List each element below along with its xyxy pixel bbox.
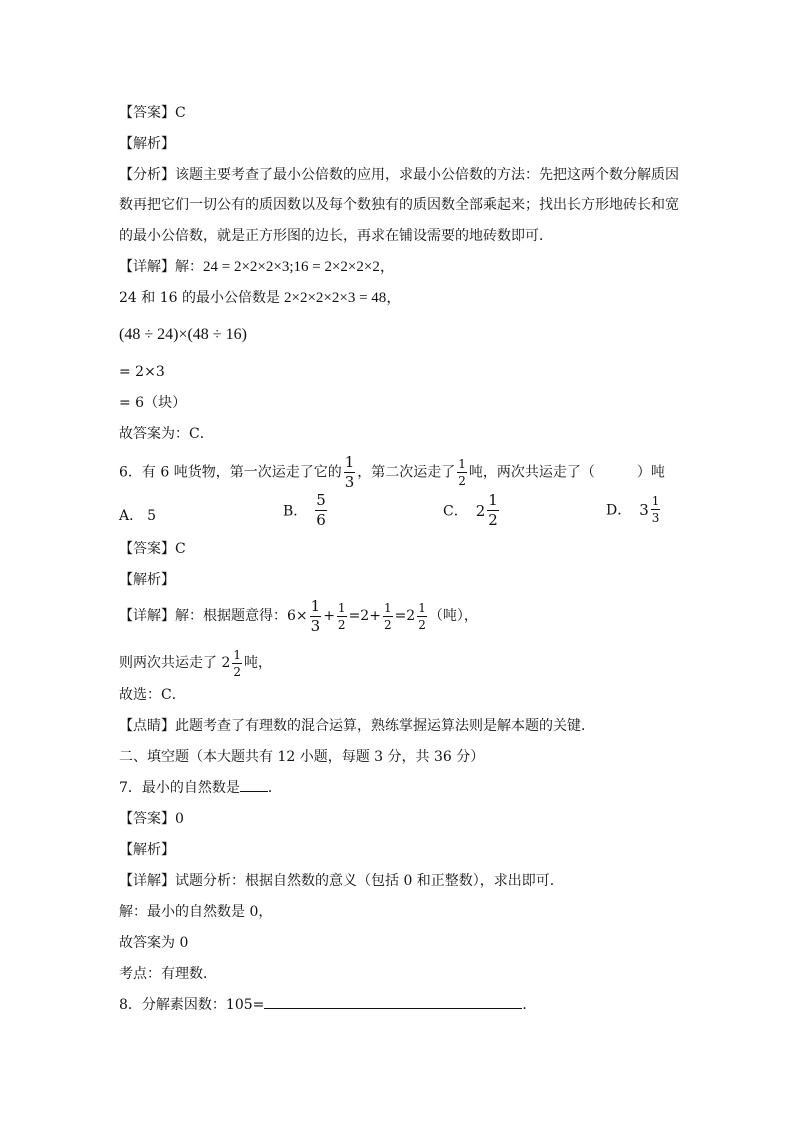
q7-analysis-label: 【解析】 [119,842,175,858]
analysis-label: 【解析】 [119,136,175,152]
q6-detail-label: 【详解】解：根据题意得：6× [119,608,308,624]
q7-topic: 考点：有理数． [119,966,217,982]
q6-detail-frac-2 [337,602,347,631]
lcm-text: 24 和 16 的最小公倍数是 [119,290,280,306]
q6-f1-den: 3 [344,473,355,491]
q6-detail-unit: （吨）， [428,608,478,624]
q7-stem: 7．最小的自然数是 [119,780,240,796]
option-b-num: 5 [316,491,326,509]
answer-label: 【答案】C [119,105,186,121]
option-d [606,495,662,524]
option-c-label: C． [443,503,468,520]
q6-detail [119,597,478,635]
option-a [119,505,156,525]
option-c [443,493,501,528]
question-8-stem [119,995,536,1015]
q7-stem-end: ． [267,780,282,796]
q6-stem-a: 6．有 6 吨货物，第一次运走了它的 [119,464,342,481]
analysis-text-line-1: 【分析】该题主要考查了最小公倍数的应用，求最小公倍数的方法：先把这两个数分解质因 [119,167,679,183]
q6-result-frac [232,649,242,678]
q6-detail-frac-3 [383,602,393,631]
lcm-math: 2×2×2×2×3 = 48， [283,290,402,306]
q8-stem-end: ． [522,997,537,1013]
q6-detail-f4-num: 1 [418,600,426,615]
q6-result-den: 2 [233,664,241,679]
q8-answer-blank [264,996,522,1009]
q7-solution: 解：最小的自然数是 0， [119,904,273,920]
step-2: = 6（块） [119,395,187,411]
q6-f1-num: 1 [344,453,355,471]
option-d-label: D． [606,502,632,519]
option-c-fraction [487,493,499,528]
analysis-text-line-3: 的最小公倍数，就是正方形图的边长，再求在铺设需要的地砖数即可． [119,228,553,244]
q6-fraction-2 [457,458,467,487]
q6-result [119,646,272,680]
detail-label: 【详解】解： [119,259,203,275]
q6-detail-frac-1 [310,596,322,635]
option-d-den: 3 [651,511,660,525]
question-6-stem [119,455,665,490]
q6-detail-f1-den: 3 [310,616,321,635]
q6-f2-num: 1 [458,457,466,471]
q6-result-num: 1 [233,647,241,662]
q6-detail-plus: + [323,608,335,624]
q6-detail-f2-den: 2 [337,617,346,632]
option-a-value: 5 [147,508,157,524]
q6-detail-eq: =2+ [348,608,381,624]
option-b-fraction [315,493,327,528]
q6-stem-c: 吨，两次共运走了（ ）吨 [468,464,665,481]
q6-answer: 【答案】C [119,541,186,557]
q6-detail-f1-num: 1 [310,596,321,615]
option-c-whole: 2 [475,501,486,520]
q6-detail-f2-num: 1 [337,600,346,615]
option-d-fraction [651,495,661,524]
q6-f2-den: 2 [458,474,466,488]
option-b-label: B． [283,503,308,520]
conclusion-5: 故答案为：C． [119,426,214,442]
question-7-stem [119,778,282,798]
option-c-num: 1 [488,491,498,509]
q7-answer: 【答案】0 [119,811,184,827]
lcm-line [119,288,401,308]
section-2-heading: 二、填空题（本大题共有 12 小题，每题 3 分，共 36 分） [119,749,485,765]
q7-answer-blank [240,779,268,792]
q6-detail-frac-4 [417,602,427,631]
analysis-text-line-2: 数再把它们一切公有的质因数以及每个数独有的质因数全部乘起来；找出长方形地砖长和宽 [119,197,679,213]
factorization-math: 24 = 2×2×2×3;16 = 2×2×2×2， [203,259,395,275]
q7-conclusion: 故答案为 0 [119,935,189,951]
expression: (48 ÷ 24)×(48 ÷ 16) [119,326,247,343]
option-d-num: 1 [651,494,660,508]
option-b-den: 6 [316,511,326,529]
option-b [283,493,329,528]
q6-tip: 【点睛】此题考查了有理数的混合运算，熟练掌握运算法则是解本题的关键． [119,718,595,734]
detail-line [119,257,395,277]
q6-detail-f3-den: 2 [383,617,392,632]
option-d-whole: 3 [639,500,649,519]
q6-result-a: 则两次共运走了 2 [119,655,231,671]
option-c-den: 2 [488,511,498,529]
q8-stem: 8．分解素因数：105= [119,997,265,1013]
option-a-label: A． [119,508,144,524]
q6-detail-eq2: =2 [394,608,416,624]
step-1: = 2×3 [119,364,165,380]
q6-conclusion: 故选：C． [119,687,186,703]
q6-detail-f3-num: 1 [383,600,392,615]
q7-detail: 【详解】试题分析：根据自然数的意义（包括 0 和正整数），求出即可． [119,873,564,889]
q6-detail-f4-den: 2 [418,617,426,632]
q6-analysis-label: 【解析】 [119,572,175,588]
q6-fraction-1 [344,455,356,490]
q6-stem-b: ，第二次运走了 [357,464,456,481]
q6-result-b: 吨， [244,655,272,671]
